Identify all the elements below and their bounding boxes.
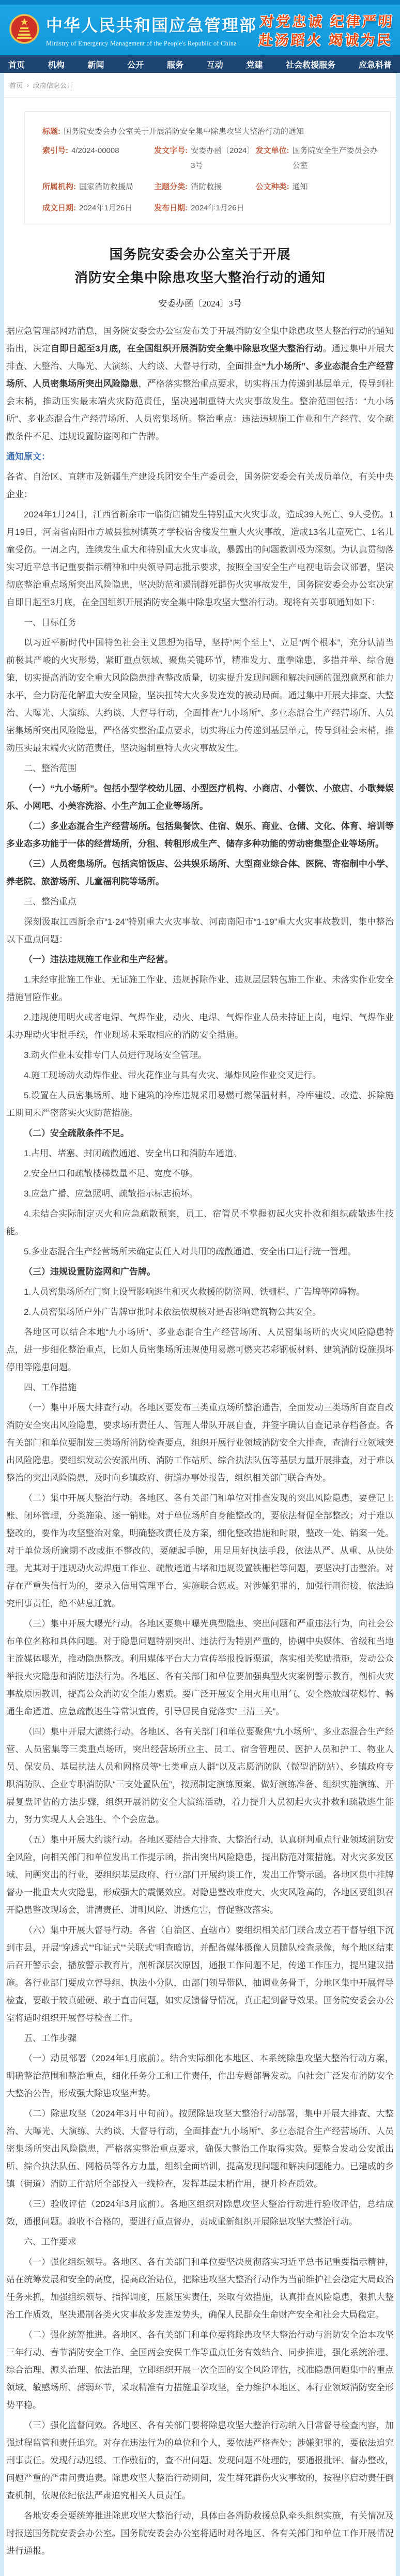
meta-field [154,201,256,216]
meta-field-value: 2024年1月26日 [79,204,133,212]
meta-field [42,143,154,173]
doc-paragraph: 2024年1月24日，江西省新余市一临街店铺发生特别重大火灾事故，造成39人死亡、9人受伤。1月19日，河南省南阳市方城县独树镇英才学校宿舍楼发生重大火灾事故，造成13名儿童死亡、1名儿童受伤。一周之内，连续发生重大和特别重大火灾事故，暴露出的问题教训极为深刻。为认真贯彻落实习近平总书记重要指示精神和中央领导同志批示要求，按照全国安全生产电视电话会议部署，坚决彻底整治重点场所突出风险隐患，坚决防范和遏制群死群伤火灾事故发生，国务院安委会办公室决定自即日起至3月底，在全国组织开展消防安全集中除患攻坚大整治行动。现将有关事项通知如下： [6,510,394,607]
site-title: 中华人民共和国应急管理部 [46,16,257,35]
meta-grid [42,143,381,216]
doc-paragraph: （一）动员部署（2024年1月底前）。结合实际细化本地区、本系统除患攻坚大整治行动方案，明确整治范围和整治重点，细化任务分工和工作责任，作出专题部署发动。向社会广泛发布消防安全大整治公告，形成强大除患攻坚声势。 [6,2053,394,2098]
meta-field-label: 发文字号: [154,146,188,155]
meta-field-label: 公文种类: [255,182,289,191]
doc-paragraph: 一、目标任务 [24,618,76,627]
doc-paragraph: 4.施工现场动火动焊作业、带火花作业与具有火灾、爆炸风险作业交叉进行。 [24,1070,321,1080]
doc-paragraph: （三）强化监督问效。各地区、各有关部门要将除患攻坚大整治行动纳入日常督导检查内容，加强过程监管和责任追究。对存在违法行为的单位和个人，要依法严格查处；涉嫌犯罪的，要依法追究刑事责任。发现行动迟缓、工作敷衍的，查不出问题、发现问题不处理的，要通报批评、督办整改，问题严重的严肃问责追责。除患攻坚大整治行动期间，发生群死群伤火灾事故的，按程序启动责任倒查机制，依规依纪依法严肃追究相关人员责任。 [6,2420,394,2501]
doc-paragraph: 5.设置在人员密集场所、地下建筑的冷库违规采用易燃可燃保温材料，冷库建设、改造、拆除施工期间未严密落实火灾防范措施。 [6,1091,394,1118]
nav-item[interactable]: 机构 [48,60,65,70]
nav-item[interactable]: 公开 [127,60,144,70]
breadcrumb-item[interactable]: 首页 [9,82,23,89]
site-title-en: Ministry of Emergency Management of the People's Republic of China [46,40,237,47]
doc-paragraph: （六）集中开展大督导行动。各省（自治区、直辖市）要组织相关部门联合成立若干督导组下沉到市县，开展“穿透式”“印证式”“关联式”明查暗访，并配备媒体摄像人员随队检查录像，每个地区结束后召开警示会，播放警示教育片，剖析深层次原因，通报工作问题不足，传递工作压力，提出建议措施。各行业部门要成立督导组、执法小分队，由部门领导带队，抽调业务骨干，分地区集中开展督导检查，要敢于较真碰硬、敢于直击问题，如实反馈督导情况，真正起到督导效果。国务院安委会办公室将适时组织开展督导检查工作。 [6,1925,394,2023]
doc-paragraph: 深刻汲取江西新余市“1·24”特别重大火灾事故、河南南阳市“1·19”重大火灾事故教训，集中整治以下重点问题： [6,917,394,944]
left-margin-strip [0,73,4,2576]
doc-paragraph: （一）强化组织领导。各地区、各有关部门和单位要坚决贯彻落实习近平总书记重要指示精神，站在统筹发展和安全的高度，提高政治站位，把除患攻坚大整治行动作为当前维护社会稳定大局政治任务来抓，加强组织领导、指挥调度，压紧压实责任，采取有效措施，认真排查风险隐患，狠抓大整治工作质效，坚决遏制各类火灾事故多发连发势头，确保人民群众生命财产安全和社会大局稳定。 [6,2257,394,2320]
doc-paragraph: 5.多业态混合生产经营场所未确定责任人对共用的疏散通道、安全出口进行统一管理。 [24,1247,357,1256]
doc-paragraph: （一）集中开展大排查行动。各地区要发布三类重点场所整治通告，全面发动三类场所自查自改消防安全突出风险隐患，要求场所责任人、管理人带队开展自查，并签字确认自查记录存档备查。各有关部门和单位要制发三类场所消防检查要点，组织开展行业领域消防安全大排查，查清行业领域突出风险隐患。要组织发动公安派出所、消防工作站所、综合执法队伍等基层力量开展排查，对于难以整治的突出风险隐患，及时向乡镇政府、街道办事处报告，组织相关部门联合查处。 [6,1403,394,1483]
doc-paragraph: （二）除患攻坚（2024年3月中旬前）。按照除患攻坚大整治行动部署，集中开展大排查、大整治、大曝光、大演练、大约谈、大督导行动，全面排查“九小场所”、多业态混合生产经营场所、人员密集场所突出风险隐患，严格落实整治重点要求，确保大整治工作取得实效。要整合发动公安派出所、综合执法队伍、网格员等各方力量，组织全面培训，提高发现问题和解决问题能力。已建成的乡镇（街道）消防工作站所全部投入一线检查，发挥基层末梢作用，提升检查质效。 [6,2109,394,2189]
doc-paragraph: 各地安委会要统筹推进除患攻坚大整治行动，具体由各消防救援总队牵头组织实施，有关情况及时报送国务院安委会办公室。国务院安委会办公室将适时对各地区、各有关部门和单位工作开展情况进行通报。 [6,2511,394,2556]
doc-paragraph: 以习近平新时代中国特色社会主义思想为指导，坚持“两个至上”、立足“两个根本”，充分认清当前极其严峻的火灾形势，紧盯重点领域、聚焦关键环节，精准发力、重拳除患，多措并举、综合施策，切实提高消防安全重大风险隐患排查整改质量，切实提升发现问题和解决问题的强烈意愿和能力水平，全力防范化解重大安全风险，坚决扭转大火多发连发的被动局面。通过集中开展大排查、大整治、大曝光、大演练、大约谈、大督导行动，全面排查“九小场所”、多业态混合生产经营场所、人员密集场所突出风险隐患，严格落实整治重点要求，切实将压力传递到基层单元，传导到社会末梢，推动压实最末端火灾防范责任，坚决遏制重特大火灾事故发生。 [6,638,394,753]
meta-field-value: 通知 [292,182,308,191]
meta-title-value: 国务院安委会办公室关于开展消防安全集中除患攻坚大整治行动的通知 [64,127,304,136]
doc-paragraph: 1.占用、堵塞、封闭疏散通道、安全出口和消防车通道。 [24,1148,242,1158]
nav-item[interactable]: 社会救援服务 [286,60,336,70]
doc-paragraph: 1.人员密集场所在门窗上设置影响逃生和灭火救援的防盗网、铁栅栏、广告牌等障碍物。 [24,1287,365,1297]
meta-title-row [42,124,381,139]
national-emblem-icon [9,13,39,47]
meta-field-value: 国家消防救援局 [79,182,134,191]
document-body [0,323,400,2576]
slogan-line-2: 赴汤蹈火 竭诚为民 [258,33,394,48]
document-title [0,243,400,309]
doc-paragraph: 通知原文： [6,452,50,462]
doc-paragraph: （二）多业态混合生产经营场所。包括集餐饮、住宿、娱乐、商业、仓储、文化、体育、培训等多业态多功能于一体的经营场所，分租、转租形成生产、储存多种功能的劳动密集型企业等场所。 [6,821,394,849]
doc-paragraph: 各省、自治区、直辖市及新疆生产建设兵团安全生产委员会，国务院安委会有关成员单位，有关中央企业： [6,472,394,499]
site-header [0,5,400,55]
meta-field [154,179,256,194]
document-meta-box [24,111,391,224]
doc-paragraph: 2.安全出口和疏散楼梯数量不足、宽度不够。 [24,1169,198,1178]
doc-paragraph: （二）安全疏散条件不足。 [24,1128,129,1138]
meta-field [256,143,381,173]
top-strip [0,0,400,5]
doc-paragraph: 三、整治重点 [24,897,76,907]
nav-item[interactable]: 服务 [166,60,183,70]
document-number: 安委办函〔2024〕3号 [158,299,242,309]
doc-paragraph: 各地区可以结合本地“九小场所”、多业态混合生产经营场所、人员密集场所的火灾风险隐患特点，进一步细化整治重点，比如人员密集场所违规使用易燃可燃夹芯彩钢板材料、建筑消防设施损坏停用等隐患问题。 [6,1327,394,1372]
doc-paragraph: （二）强化统筹推进。各地区、各有关部门和单位要将除患攻坚大整治行动与消防安全治本攻坚三年行动、春节消防安全工作、全国两会安保工作等重点任务有效结合、同步推进，强化系统治理、综合治理、源头治理、依法治理，立即组织开展一次全面的安全风险评估，找准隐患问题集中的重点领域、敏感场所、薄弱环节，采取精准有力措施重拳攻坚，全力维护本地区、本行业领域消防安全形势平稳。 [6,2330,394,2410]
main-nav [0,55,400,73]
nav-item[interactable]: 互动 [206,60,223,70]
doc-paragraph: 六、工作要求 [24,2237,76,2247]
doc-paragraph: （三）集中开展大曝光行动。各地区要集中曝光典型隐患、突出问题和严重违法行为，向社会公布单位名称和具体问题。对于隐患问题特别突出、违法行为特别严重的，协调中央媒体、省级和当地主流媒体曝光，推动隐患整改。利用媒体平台大力宣传举报投诉渠道，落实相关奖励措施，发动公众举报火灾隐患和消防违法行为。各地区、各有关部门和单位要加强典型火灾案例警示教育，剖析火灾事故原因教训，提高公众消防安全能力素质。要广泛开展安全用火用电用气、安全燃放烟花爆竹、畅通生命通道、应急疏散逃生等常识宣传，引导居民自觉落实“三清三关”。 [6,1619,394,1716]
doc-paragraph: 五、工作步骤 [24,2033,76,2043]
meta-field-label: 所属机构: [42,182,76,191]
meta-field-label: 发文单位: [255,146,289,155]
doc-paragraph: （二）集中开展大整治行动。各地区、各有关部门和单位对排查发现的突出风险隐患，要登记上账、闭环管理，分类施策、逐一销账。对于单位场所自身能整改的，要依法督促全部整改；对于难以整改的，要作为攻坚整治对象，明确整改责任及方案，细化整改措施和时限，整改一处、销案一处。对于单位场所逾期不改或拒不整改的，要硬起手腕，用足用好执法手段，依法从严、从重、从快处理。尤其对于违规动火动焊施工作业、疏散通道占堵和违规设置铁栅栏等问题，要坚决打击整治。对存在严重失信行为的，要录入信用管理平台，实施联合惩戒。对涉嫌犯罪的，加强行刑衔接，依法追究刑事责任，绝不姑息迁就。 [6,1493,394,1608]
meta-field-label: 发布日期: [154,204,188,212]
doc-paragraph: 4.未结合实际制定灭火和应急疏散预案，员工、宿管员不掌握初起火灾扑救和组织疏散逃生技能。 [6,1209,394,1236]
meta-field-value: 安委办函〔2024〕3号 [191,146,255,170]
slogan-line-1: 对党忠诚 纪律严明 [259,14,395,29]
meta-field [154,143,256,173]
right-margin-strip [396,73,400,2576]
doc-paragraph: （四）集中开展大演练行动。各地区、各有关部门和单位要聚焦“九小场所”、多业态混合生产经营、人员密集等三类重点场所，突出经营场所业主、员工、宿舍管理员、医护人员和护工、物业人员、保安员、基层执法人员和网格员等“七类重点人群”以及志愿消防队（微型消防站）、乡镇政府专职消防队、企业专职消防队“三支处置队伍”，按照制定演练预案、做好演练准备、组织实施演练、开展复盘评估的方法步骤，组织开展消防安全大演练活动，着力提升人员初起火灾扑救和疏散逃生能力，努力实现人人会逃生、个个会应急。 [6,1727,394,1824]
site-identity [46,12,257,48]
meta-field-value: 4/2024-00008 [71,146,119,155]
nav-item[interactable]: 首页 [8,60,25,70]
meta-field-value: 国务院安全生产委员会办公室 [292,146,378,170]
meta-field-value: 消防救援 [191,182,222,191]
doc-paragraph: 据应急管理部网站消息，国务院安委会办公室发布关于开展消防安全集中除患攻坚大整治行动的通知指出，决定自即日起至3月底，在全国组织开展消防安全集中除患攻坚大整治行动。通过集中开展大排查、大整治、大曝光、大演练、大约谈、大督导行动，全面排查“九小场所”、多业态混合生产经营场所、人员密集场所突出风险隐患，严格落实整治重点要求，切实将压力传递到基层单元，传导到社会末梢，推动压实最末端火灾防范责任，坚决遏制重特大火灾事故发生。整治范围包括：“九小场所”、多业态混合生产经营场所、人员密集场所。整治重点：违法违规施工作业和生产经营、安全疏散条件不足、违规设置防盗网和广告牌。 [6,326,394,441]
nav-item[interactable]: 党建 [246,60,263,70]
doc-paragraph: 3.动火作业未安排专门人员进行现场安全管理。 [24,1050,207,1060]
breadcrumb-item[interactable]: 政府信息公开 [33,82,74,89]
meta-field [256,179,381,194]
doc-paragraph: （五）集中开展大约谈行动。各地区要结合大排查、大整治行动，认真研判重点行业领域消防安全风险，向相关部门和单位发出工作提示函，指出突出风险隐患，提出防范对策措施。对火灾多发区域、问题突出的行业，要组织基层政府、行业部门开展约谈工作，发出工作警示函。各地区集中挂牌督办一批重大火灾隐患，形成强大的震慑效应。对隐患整改难度大、火灾风险高的，各地区要组织召开隐患整改现场会，讲清责任、讲明风险、讲透危害，督促整改落实。 [6,1835,394,1915]
doc-paragraph: （三）人员密集场所。包括宾馆饭店、公共娱乐场所、大型商业综合体、医院、寄宿制中小学、养老院、旅游场所、儿童福利院等场所。 [6,859,394,886]
document-title-line-1: 国务院安委会办公室关于开展 [109,247,291,262]
doc-paragraph: （一）违法违规施工作业和生产经营。 [24,955,173,964]
meta-field-value: 2024年1月26日 [191,204,244,212]
doc-paragraph: （一）“九小场所”。包括小型学校幼儿园、小型医疗机构、小商店、小餐饮、小旅店、小歌舞娱乐、小网吧、小美容洗浴、小生产加工企业等场所。 [6,784,394,811]
doc-paragraph: 3.应急广播、应急照明、疏散指示标志损坏。 [24,1189,198,1199]
document-title-line-2: 消防安全集中除患攻坚大整治行动的通知 [74,270,326,285]
nav-item[interactable]: 新闻 [87,60,104,70]
nav-item[interactable]: 应急科普 [358,60,392,70]
meta-field-label: 成文日期: [42,204,76,212]
doc-paragraph: 二、整治范围 [24,763,76,773]
meta-title-label: 标题: [42,127,60,136]
meta-field [42,201,154,216]
header-slogan [258,12,395,50]
meta-field-label: 主题分类: [154,182,188,191]
doc-paragraph: 四、工作措施 [24,1383,76,1392]
breadcrumb-separator-icon: › [27,81,29,89]
doc-paragraph: 1.未经审批施工作业、无证施工作业、违规拆除作业、违规层层转包施工作业、未落实作业安全措施冒险作业。 [6,975,394,1002]
doc-paragraph: 2.人员密集场所户外广告牌审批时未依法依规核对是否影响建筑物公共安全。 [24,1307,321,1317]
meta-field [42,179,154,194]
meta-field-label: 索引号: [42,146,68,155]
doc-paragraph: 2.违规使用明火或者电焊、气焊作业，动火、电焊、气焊作业人员未持证上岗，电焊、气焊作业未办理动火审批手续，作业现场未采取相应的消防安全措施。 [6,1013,394,1040]
doc-paragraph: （三）违规设置防盗网和广告牌。 [24,1267,156,1277]
breadcrumb [0,73,400,98]
doc-paragraph: （三）验收评估（2024年3月底前）。各地区组织对除患攻坚大整治行动进行验收评估，总结成效，通报问题。验收不合格的，要进行重点督办，责成重新组织开展除患攻坚大整治行动。 [6,2199,394,2227]
